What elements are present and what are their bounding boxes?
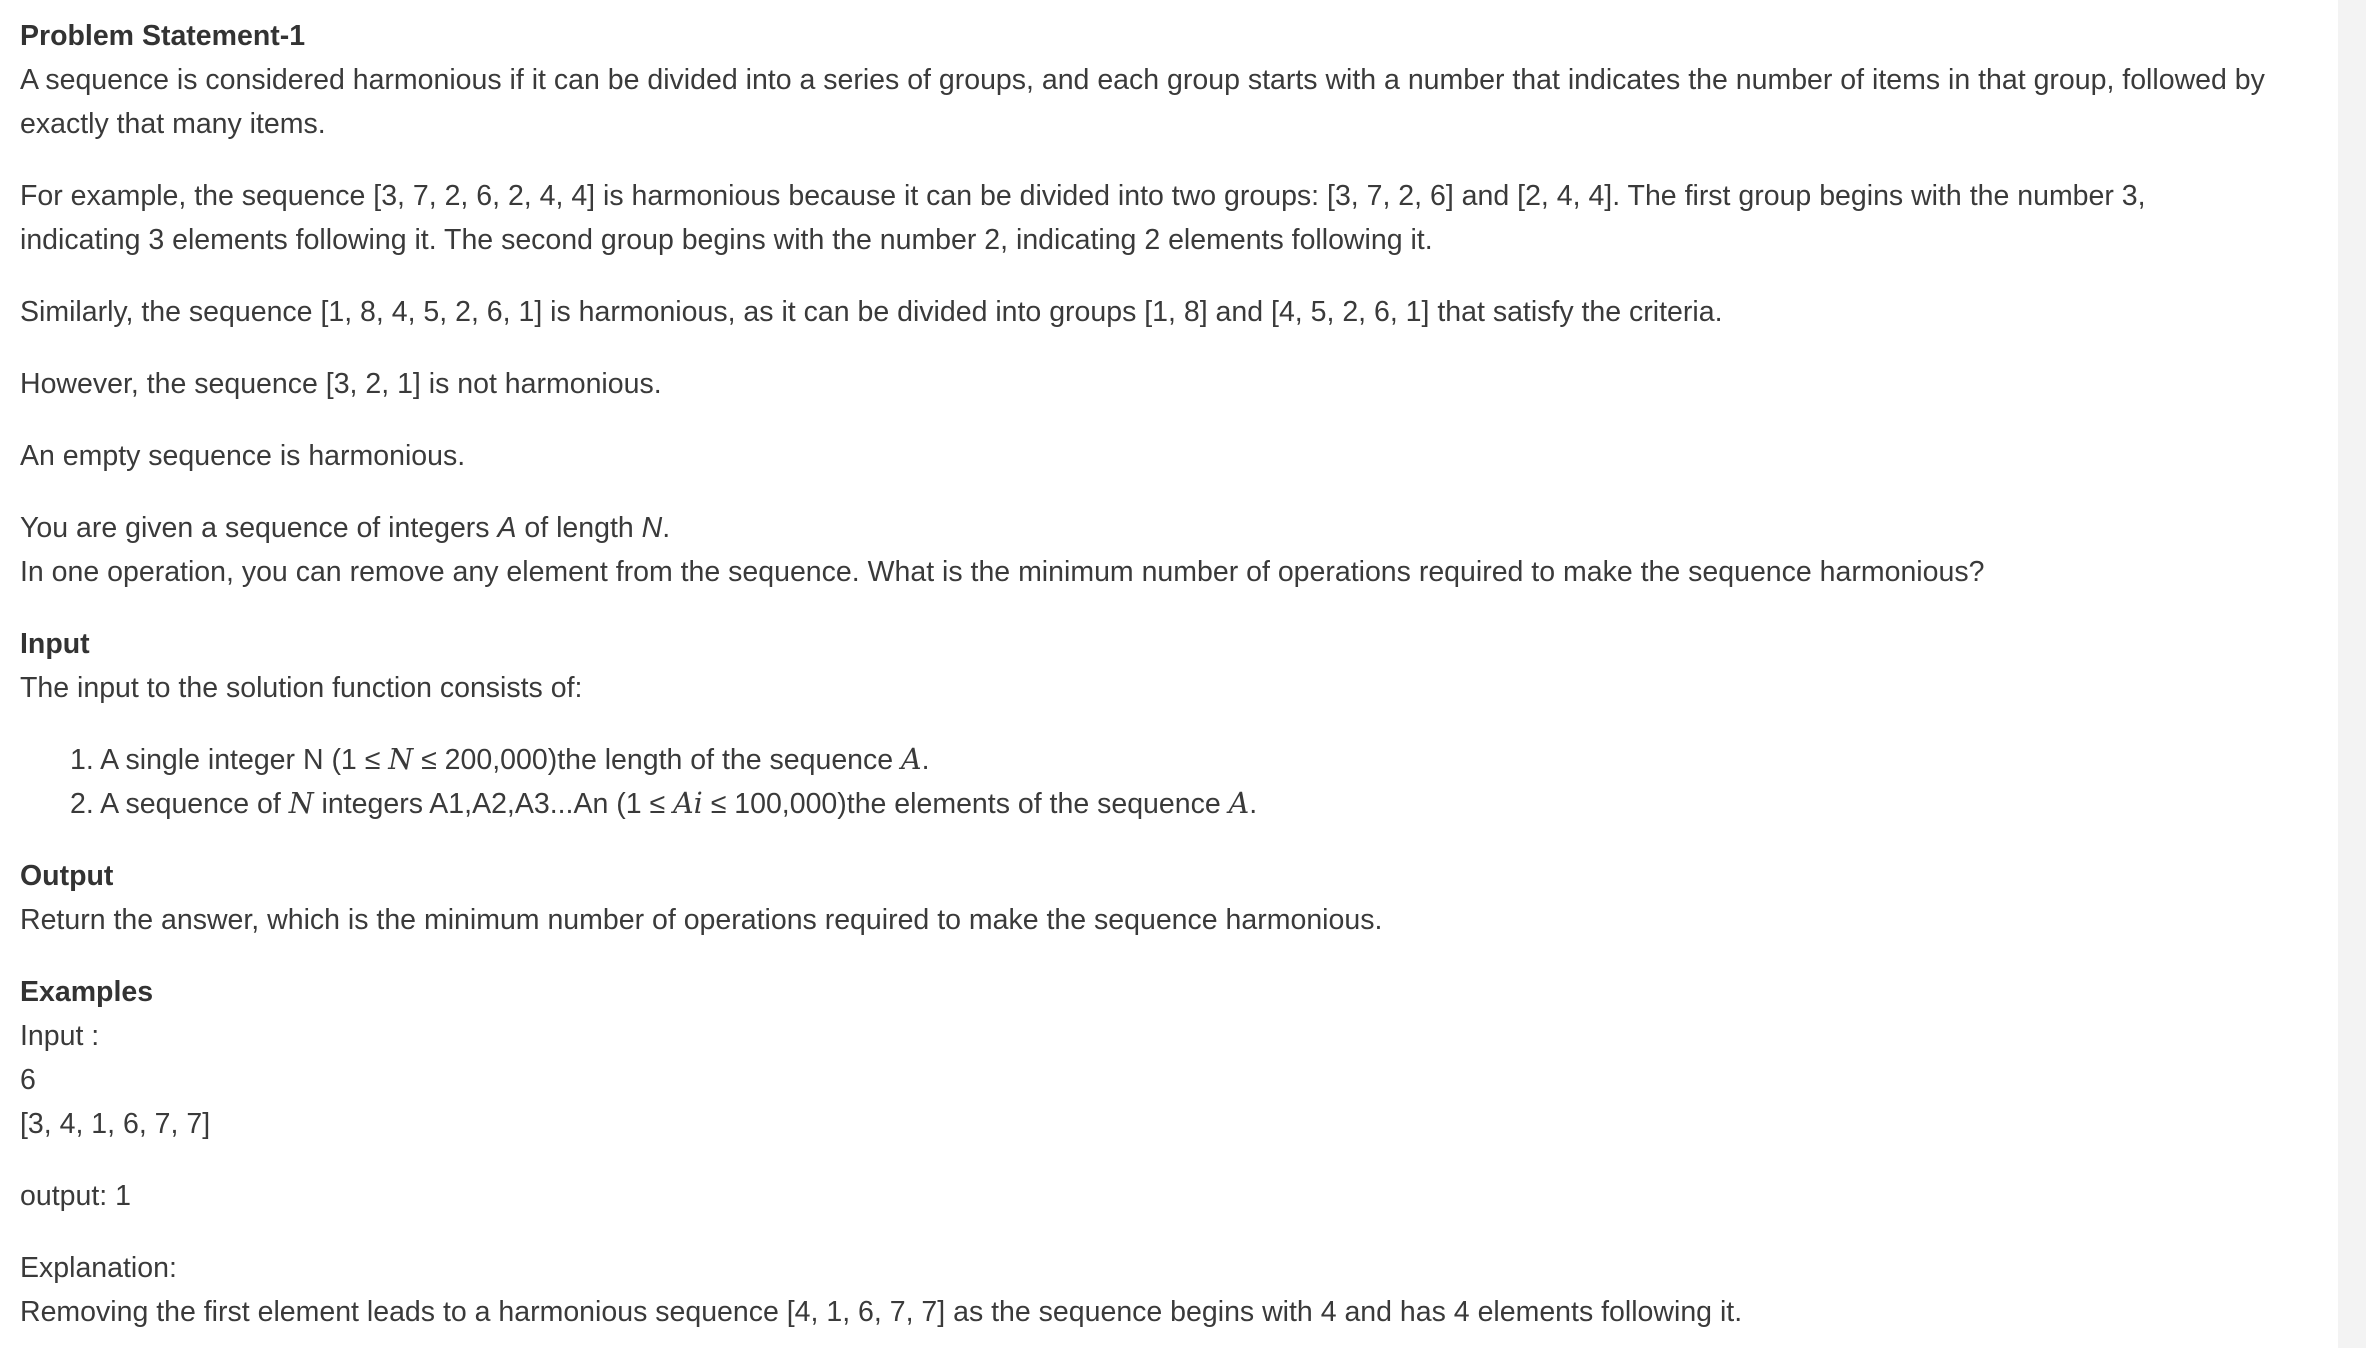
example-line-1: For example, the sequence [3, 7, 2, 6, 2, 4, 4] is harmonious because it can be divided into two groups: [3, 7, 2, 6] and [2, 4, 4]. The first group begins with the number 3, (20, 180, 2146, 212)
output-heading: Output (20, 860, 114, 892)
example-input-n: 6 (20, 1064, 36, 1096)
however-paragraph: However, the sequence [3, 2, 1] is not harmonious. (20, 368, 662, 400)
item2-var2: Ai (673, 787, 703, 820)
given-line (20, 506, 2320, 550)
empty-paragraph: An empty sequence is harmonious. (20, 440, 466, 472)
given-paragraph (20, 506, 2320, 594)
page-title: Problem Statement-1 (20, 20, 306, 52)
intro-paragraph: A sequence is considered harmonious if it can be divided into a series of groups, and each group starts with a number that indicates the number of items in that group, followed by exactly that many items. (20, 64, 2265, 140)
explanation-block (20, 1246, 2320, 1334)
explanation-label: Explanation: (20, 1252, 177, 1284)
item2-post: . (1249, 788, 1258, 820)
item1-var: N (388, 743, 414, 776)
example-paragraph (20, 174, 2320, 262)
input-heading: Input (20, 628, 90, 660)
item2-mid2: ≤ 100,000)the elements of the sequence (702, 788, 1229, 820)
list-number: 1. (70, 744, 94, 776)
item2-var3: A (1228, 787, 1250, 820)
example-output: output: 1 (20, 1180, 131, 1212)
item2-var: N (288, 787, 314, 820)
explanation-text: Removing the first element leads to a harmonious sequence [4, 1, 6, 7, 7] as the sequence begins with 4 and has 4 elements following it. (20, 1296, 1743, 1328)
var-n: N (641, 512, 663, 544)
item1-post: . (921, 744, 930, 776)
item1-mid: ≤ 200,000)the length of the sequence (413, 744, 902, 776)
item1-var2: A (901, 743, 922, 776)
item2-pre: A sequence of (100, 788, 289, 820)
example-line-2: indicating 3 elements following it. The second group begins with the number 2, indicating 2 elements following it. (20, 224, 1433, 256)
var-a: A (497, 512, 517, 544)
list-item (68, 738, 2320, 782)
example-input-block (20, 1014, 2320, 1146)
scrollbar-track[interactable] (2338, 0, 2366, 1348)
list-item (68, 782, 2320, 826)
given-mid: of length (516, 512, 642, 544)
example-input-label: Input : (20, 1020, 100, 1052)
operation-line: In one operation, you can remove any element from the sequence. What is the minimum number of operations required to make the sequence harmonious? (20, 556, 1985, 588)
examples-heading: Examples (20, 976, 154, 1008)
similarly-paragraph: Similarly, the sequence [1, 8, 4, 5, 2, 6, 1] is harmonious, as it can be divided into groups [1, 8] and [4, 5, 2, 6, 1] that satisfy the criteria. (20, 296, 1723, 328)
item1-pre: A single integer N (1 ≤ (100, 744, 389, 776)
given-post: . (662, 512, 671, 544)
problem-statement (20, 14, 2320, 1334)
item2-mid: integers A1,A2,A3...An (1 ≤ (313, 788, 674, 820)
list-number: 2. (70, 788, 94, 820)
example-input-array: [3, 4, 1, 6, 7, 7] (20, 1108, 211, 1140)
output-description: Return the answer, which is the minimum number of operations required to make the sequence harmonious. (20, 904, 1383, 936)
input-description: The input to the solution function consists of: (20, 672, 583, 704)
input-list (20, 738, 2320, 826)
given-pre: You are given a sequence of integers (20, 512, 498, 544)
